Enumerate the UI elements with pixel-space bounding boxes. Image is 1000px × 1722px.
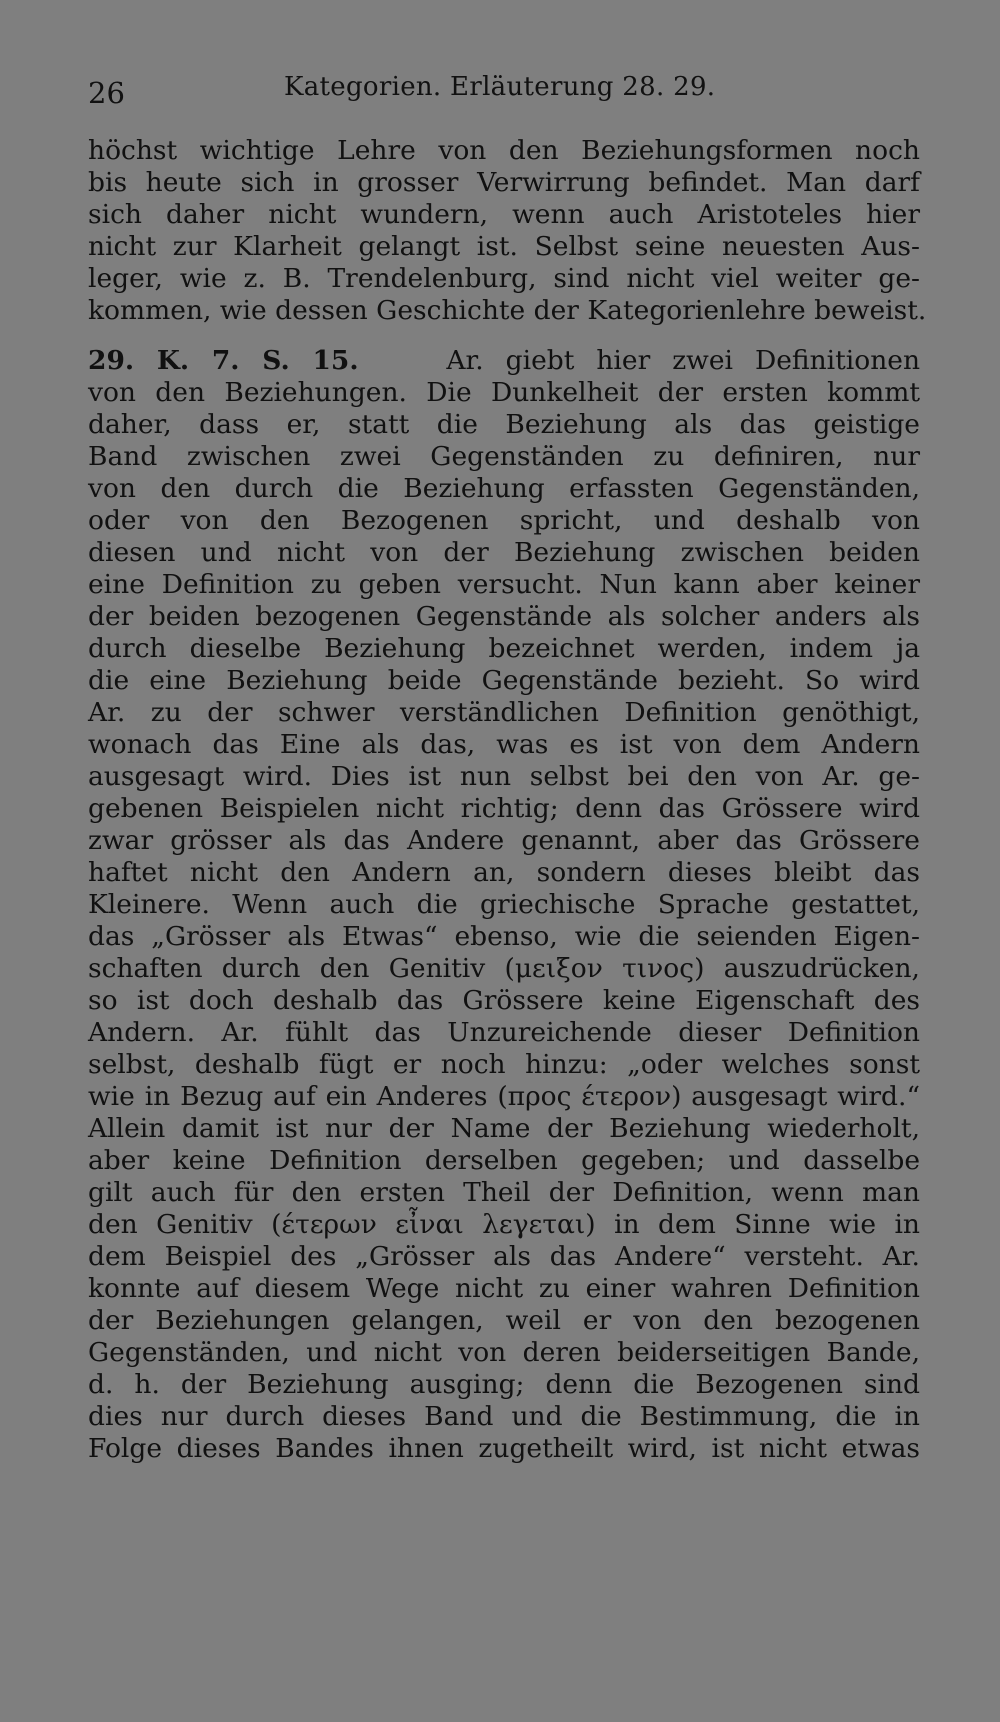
- paragraph-2: [88, 345, 920, 1465]
- text-line: Band zwischen zwei Gegenständen zu definiren, nur: [88, 441, 920, 472]
- text-line: konnte auf diesem Wege nicht zu einer wahren Definition: [88, 1273, 920, 1304]
- section-reference: 29. K. 7. S. 15.: [88, 345, 359, 376]
- text-line: leger, wie z. B. Trendelenburg, sind nicht viel weiter ge-: [88, 263, 920, 294]
- body-text: [88, 135, 927, 1465]
- page-header: [88, 70, 918, 110]
- text-line-lead: [88, 345, 920, 377]
- text-line: zwar grösser als das Andere genannt, aber das Grössere: [88, 825, 920, 856]
- text-line: dies nur durch dieses Band und die Bestimmung, die in: [88, 1401, 920, 1432]
- text-line: Allein damit ist nur der Name der Beziehung wiederholt,: [88, 1113, 920, 1144]
- text-line: sich daher nicht wundern, wenn auch Aristoteles hier: [88, 199, 920, 230]
- text-line: der Beziehungen gelangen, weil er von den bezogenen: [88, 1305, 920, 1336]
- text-line: nicht zur Klarheit gelangt ist. Selbst seine neuesten Aus-: [88, 231, 920, 262]
- text-line: Ar. zu der schwer verständlichen Definition genöthigt,: [88, 697, 920, 728]
- text-line: das „Grösser als Etwas“ ebenso, wie die seienden Eigen-: [88, 921, 920, 952]
- lead-text: Ar. giebt hier zwei Definitionen: [446, 345, 921, 376]
- text-line: durch dieselbe Beziehung bezeichnet werden, indem ja: [88, 633, 920, 664]
- text-line: schaften durch den Genitiv (μειξον τινος) auszudrücken,: [88, 953, 920, 984]
- text-line: Gegenständen, und nicht von deren beiderseitigen Bande,: [88, 1337, 920, 1368]
- text-line: von den Beziehungen. Die Dunkelheit der ersten kommt: [88, 377, 920, 408]
- text-line: gilt auch für den ersten Theil der Definition, wenn man: [88, 1177, 920, 1208]
- text-line: so ist doch deshalb das Grössere keine Eigenschaft des: [88, 985, 920, 1016]
- text-line: haftet nicht den Andern an, sondern dieses bleibt das: [88, 857, 920, 888]
- running-title: Kategorien. Erläuterung 28. 29.: [284, 72, 716, 102]
- text-line: eine Definition zu geben versucht. Nun kann aber keiner: [88, 569, 920, 600]
- text-line: d. h. der Beziehung ausging; denn die Bezogenen sind: [88, 1369, 920, 1400]
- text-line: wie in Bezug auf ein Anderes (προς έτερον) ausgesagt wird.“: [88, 1081, 920, 1112]
- text-line: den Genitiv (έτερων εἶναι λεγεται) in dem Sinne wie in: [88, 1209, 920, 1240]
- text-line: die eine Beziehung beide Gegenstände bezieht. So wird: [88, 665, 920, 696]
- text-line: dem Beispiel des „Grösser als das Andere“ versteht. Ar.: [88, 1241, 920, 1272]
- paragraph-1: [88, 135, 927, 327]
- text-line: ausgesagt wird. Dies ist nun selbst bei den von Ar. ge-: [88, 761, 920, 792]
- text-line: Andern. Ar. fühlt das Unzureichende dieser Definition: [88, 1017, 920, 1048]
- text-line: der beiden bezogenen Gegenstände als solcher anders als: [88, 601, 920, 632]
- page-number: 26: [88, 76, 125, 110]
- text-line: gebenen Beispielen nicht richtig; denn das Grössere wird: [88, 793, 920, 824]
- paragraph-gap: [88, 327, 920, 345]
- text-line: wonach das Eine als das, was es ist von dem Andern: [88, 729, 920, 760]
- text-line: bis heute sich in grosser Verwirrung befindet. Man darf: [88, 167, 920, 198]
- text-line: diesen und nicht von der Beziehung zwischen beiden: [88, 537, 920, 568]
- text-line: selbst, deshalb fügt er noch hinzu: „oder welches sonst: [88, 1049, 920, 1080]
- text-line: aber keine Definition derselben gegeben; und dasselbe: [88, 1145, 920, 1176]
- text-line: Kleinere. Wenn auch die griechische Sprache gestattet,: [88, 889, 920, 920]
- text-line: höchst wichtige Lehre von den Beziehungsformen noch: [88, 135, 920, 166]
- text-line: kommen, wie dessen Geschichte der Kategorienlehre beweist.: [88, 295, 927, 326]
- text-line: oder von den Bezogenen spricht, und deshalb von: [88, 505, 920, 536]
- text-line: Folge dieses Bandes ihnen zugetheilt wird, ist nicht etwas: [88, 1433, 920, 1464]
- text-line: daher, dass er, statt die Beziehung als das geistige: [88, 409, 920, 440]
- text-line: von den durch die Beziehung erfassten Gegenständen,: [88, 473, 920, 504]
